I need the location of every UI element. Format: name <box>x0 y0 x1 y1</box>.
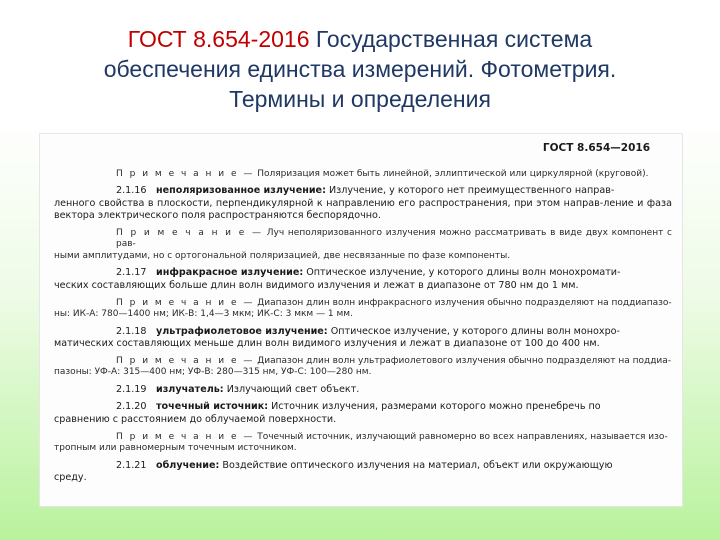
paragraph-continuation: ческих составляющих больше длин волн видимого излучения и лежат в диапазоне от 780 нм до 1 мм. <box>54 279 579 291</box>
term-number: 2.1.20 <box>116 401 147 413</box>
term-number: 2.1.18 <box>116 325 147 337</box>
note-paragraph <box>54 228 672 263</box>
note-paragraph <box>54 298 672 321</box>
paragraph-continuation: ленного свойства в плоскости, перпендикулярной к направлению его распространения, при этом направ-ление и фаза вектора электрического поля распространяются беспорядочно. <box>54 197 672 222</box>
term-number: 2.1.17 <box>116 267 147 279</box>
paragraph-continuation: ными амплитудами, но с ортогональной поляризацией, две несвязанные по фазе компоненты. <box>54 250 511 261</box>
paragraph-continuation: тропным или равномерным точечным источником. <box>54 443 297 454</box>
note-paragraph <box>54 356 672 379</box>
paragraph-text: Точечный источник, излучающий равномерно во всех направлениях, называется изо- <box>254 431 668 442</box>
paragraph-text: Поляризация может быть линейной, эллиптической или циркулярной (круговой). <box>254 168 649 179</box>
term-definition <box>54 460 672 485</box>
term-number: 2.1.19 <box>116 383 147 395</box>
paragraph-text: Диапазон длин волн ультрафиолетового излучения обычно подразделяют на поддиа- <box>254 355 672 366</box>
paragraph-text: Источник излучения, размерами которого можно пренебречь по <box>268 401 601 413</box>
note-label: П р и м е ч а н и е — <box>116 227 264 238</box>
paragraph-text: Излучающий свет объект. <box>223 383 360 395</box>
title-line-2: обеспечения единства измерений. Фотометрия. <box>103 56 617 82</box>
term-name: излучатель: <box>156 383 224 395</box>
note-label: П р и м е ч а н и е — <box>116 297 255 308</box>
term-name: облучение: <box>156 459 220 471</box>
note-paragraph <box>54 432 672 455</box>
term-name: точечный источник: <box>156 401 269 413</box>
paragraph-continuation: ны: ИК-А: 780—1400 нм; ИК-В: 1,4—3 мкм; ИК-С: 3 мкм — 1 мм. <box>54 309 353 320</box>
paragraph-text: Диапазон длин волн инфракрасного излучения обычно подразделяют на поддиапазо- <box>254 297 672 308</box>
note-label: П р и м е ч а н и е — <box>116 431 255 442</box>
paragraph-continuation: сравнению с расстоянием до облучаемой поверхности. <box>54 413 337 425</box>
term-definition <box>54 384 672 397</box>
term-name: ультрафиолетовое излучение: <box>156 325 328 337</box>
document-header: ГОСТ 8.654—2016 <box>542 142 650 154</box>
title-rest: Государственная система <box>309 26 593 52</box>
note-paragraph <box>54 169 672 181</box>
paragraph-text: Воздействие оптического излучения на материал, объект или окружающую <box>219 459 613 471</box>
paragraph-text: Оптическое излучение, у которого длины волн монохромати- <box>303 267 621 279</box>
document-body <box>54 169 672 485</box>
term-definition <box>54 185 672 223</box>
term-number: 2.1.21 <box>116 459 147 471</box>
paragraph-continuation: матических составляющих меньше длин волн видимого излучения и лежат в диапазоне от 100 до 400 нм. <box>54 338 600 350</box>
term-name: инфракрасное излучение: <box>156 267 304 279</box>
gost-code: ГОСТ 8.654-2016 <box>127 26 310 52</box>
paragraph-continuation: среду. <box>54 472 87 484</box>
title-line-1 <box>20 24 700 54</box>
term-name: неполяризованное излучение: <box>156 185 326 197</box>
document-scan <box>40 134 682 506</box>
note-label: П р и м е ч а н и е — <box>116 168 255 179</box>
note-label: П р и м е ч а н и е — <box>116 355 255 366</box>
paragraph-text: Луч неполяризованного излучения можно рассматривать в виде двух компонент с рав- <box>116 227 672 250</box>
paragraph-text: Излучение, у которого нет преимущественного направ- <box>325 185 615 197</box>
term-definition <box>54 326 672 351</box>
paragraph-continuation: пазоны: УФ-А: 315—400 нм; УФ-В: 280—315 нм, УФ-С: 100—280 нм. <box>54 367 372 378</box>
term-definition <box>54 401 672 426</box>
term-number: 2.1.16 <box>116 185 147 197</box>
paragraph-text: Оптическое излучение, у которого длины волн монохро- <box>327 325 621 337</box>
title-line-3: Термины и определения <box>229 86 491 112</box>
term-definition <box>54 267 672 292</box>
slide-title <box>20 24 700 114</box>
